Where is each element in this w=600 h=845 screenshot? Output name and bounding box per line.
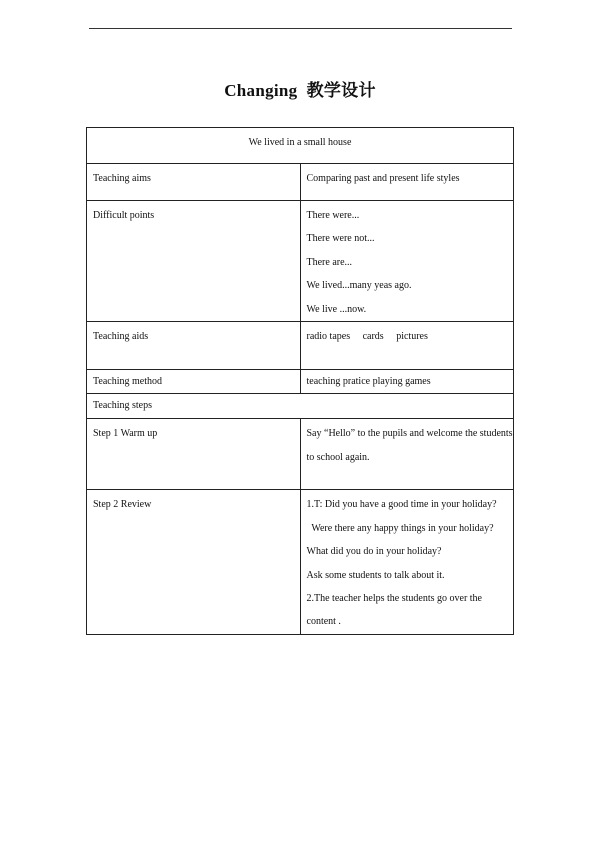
step2-line: content . (306, 616, 341, 628)
teaching-aids-text: radio tapes cards pictures (306, 331, 428, 343)
difficult-point-line: We lived...many yeas ago. (306, 280, 412, 292)
teaching-aids-label: Teaching aids (87, 322, 301, 370)
teaching-steps-label: Teaching steps (87, 394, 514, 419)
step1-line: Say “Hello” to the pupils and welcome the students (306, 428, 513, 440)
step2-label: Step 2 Review (87, 490, 301, 634)
teaching-method-row (87, 370, 514, 394)
step2-row (87, 490, 514, 634)
teaching-aids-row (87, 322, 514, 370)
difficult-point-line: There are... (306, 256, 353, 268)
step2-line: 1.T: Did you have a good time in your holiday? (306, 499, 497, 511)
teaching-method-value: teaching pratice playing games (300, 370, 514, 394)
step2-line: What did you do in your holiday? (306, 546, 442, 558)
difficult-points-content (300, 201, 514, 322)
header-rule (89, 28, 512, 29)
teaching-aims-label: Teaching aims (87, 164, 301, 201)
step2-line: 2.The teacher helps the students go over the (306, 593, 482, 605)
difficult-point-line: We live ...now. (306, 303, 367, 315)
teaching-aims-value: Comparing past and present life styles (300, 164, 514, 201)
lesson-plan-table (86, 127, 514, 635)
step1-content (300, 419, 514, 490)
step1-line: to school again. (306, 451, 370, 463)
teaching-steps-row (87, 394, 514, 419)
teaching-aims-row (87, 164, 514, 201)
teaching-aids-value (300, 322, 514, 370)
topic-row (87, 128, 514, 164)
step2-line: Ask some students to talk about it. (306, 569, 445, 581)
difficult-point-line: There were not... (306, 233, 375, 245)
step2-line: Were there any happy things in your holiday? (306, 522, 494, 534)
step2-content (300, 490, 514, 634)
step1-row (87, 419, 514, 490)
difficult-points-row (87, 201, 514, 322)
page-title: Changing 教学设计 (224, 81, 376, 100)
difficult-points-label: Difficult points (87, 201, 301, 322)
teaching-method-label: Teaching method (87, 370, 301, 394)
step1-label: Step 1 Warm up (87, 419, 301, 490)
difficult-point-line: There were... (306, 210, 360, 221)
topic-cell: We lived in a small house (87, 128, 514, 164)
